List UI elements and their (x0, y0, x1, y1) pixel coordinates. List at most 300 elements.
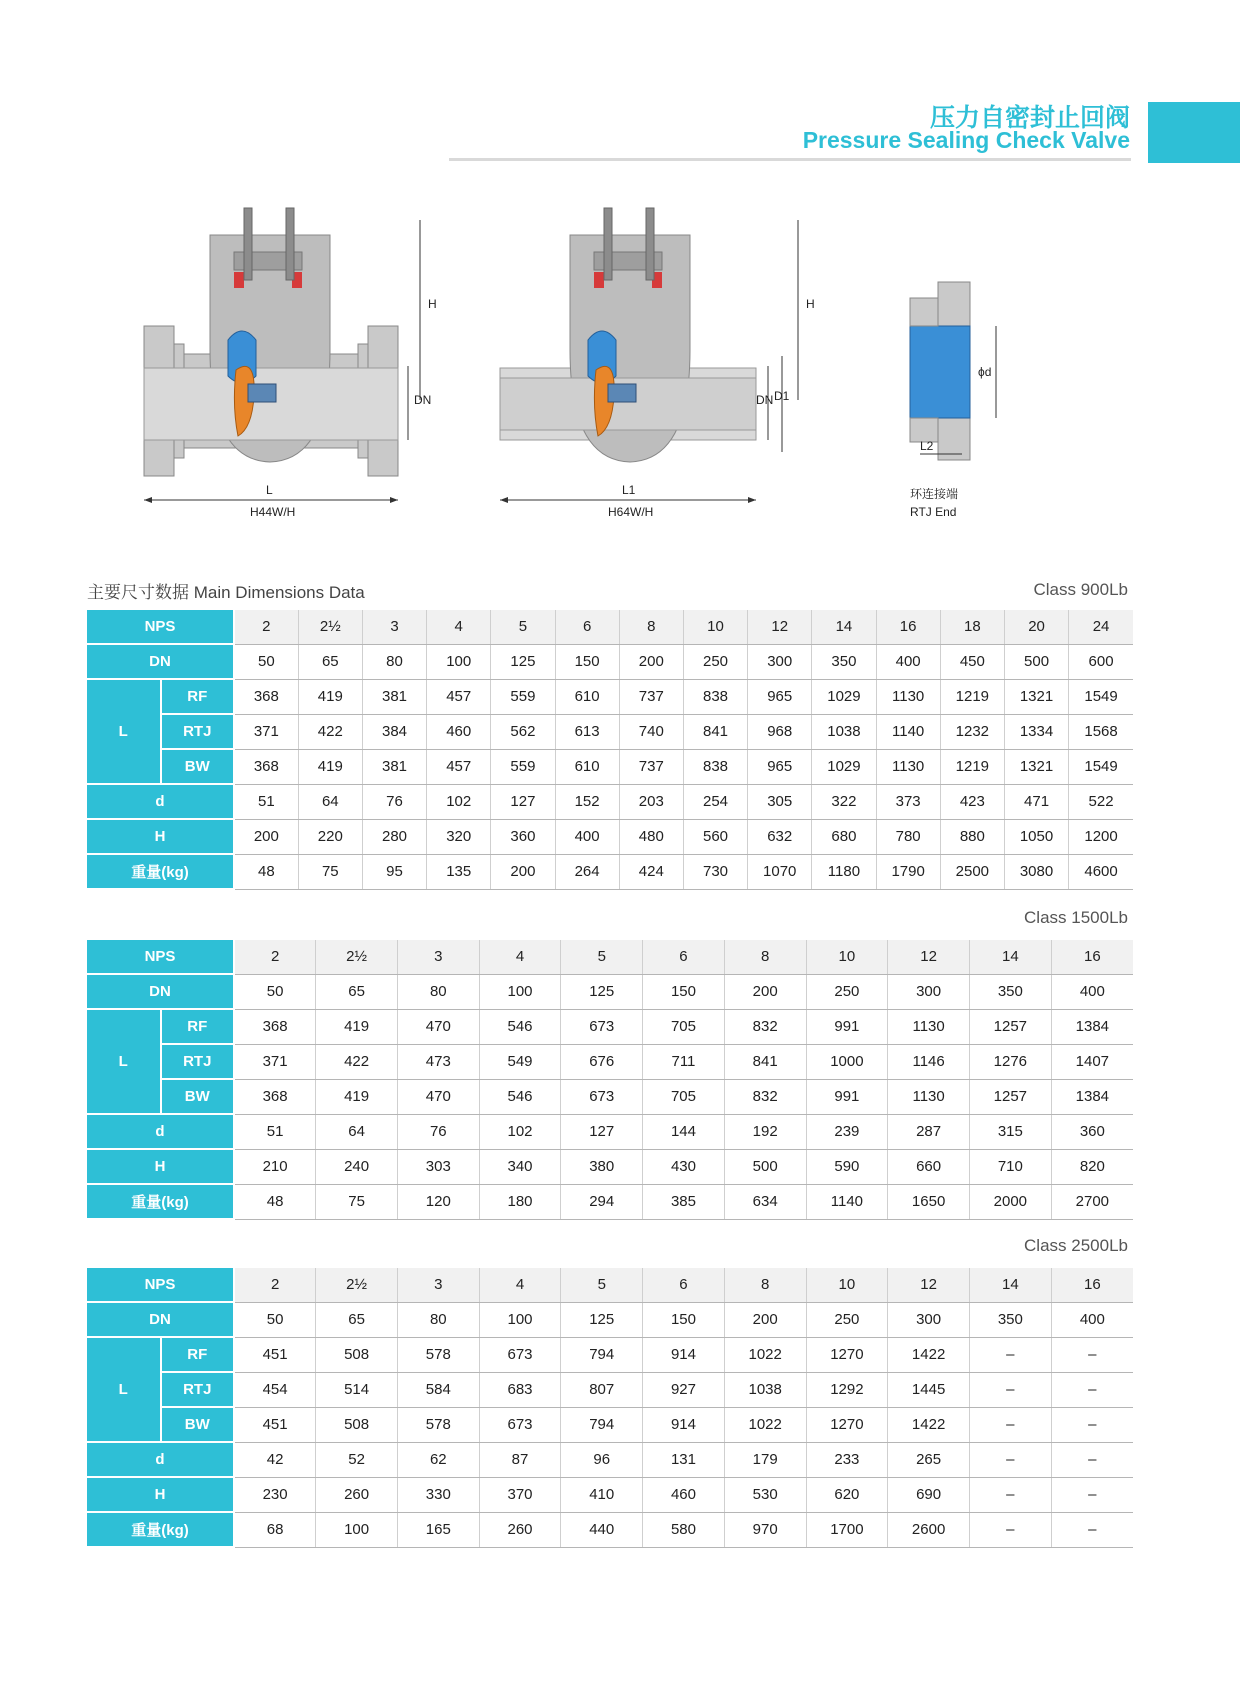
table-cell: 1130 (888, 1009, 970, 1044)
table-cell: 673 (561, 1079, 643, 1114)
table-cell: 51 (234, 1114, 316, 1149)
table-cell: 50 (234, 974, 316, 1009)
flanged-valve-drawing (144, 208, 437, 519)
table-cell: 1146 (888, 1044, 970, 1079)
table-cell: 350 (969, 974, 1051, 1009)
table-cell: 127 (491, 784, 555, 819)
table-cell: 340 (479, 1149, 561, 1184)
table-cell: 1219 (940, 679, 1004, 714)
table-cell: 1321 (1004, 749, 1068, 784)
table-cell: 125 (561, 974, 643, 1009)
table-cell: 102 (479, 1114, 561, 1149)
table-cell: 1022 (724, 1407, 806, 1442)
table-cell: 740 (619, 714, 683, 749)
dim-label-L2: L2 (920, 439, 934, 453)
table-cell: 330 (397, 1477, 479, 1512)
table-row-bw (87, 1407, 1133, 1442)
table-cell: 87 (479, 1442, 561, 1477)
table-cell: 102 (427, 784, 491, 819)
table-cell: 927 (643, 1372, 725, 1407)
table-cell: 120 (397, 1184, 479, 1219)
table-cell: 152 (555, 784, 619, 819)
table-row-rf (87, 1337, 1133, 1372)
row-header-rtj: RTJ (161, 1372, 235, 1407)
table-cell: 1422 (888, 1337, 970, 1372)
table-cell: 1549 (1069, 679, 1133, 714)
table-cell: 600 (1069, 644, 1133, 679)
table-cell: 380 (561, 1149, 643, 1184)
table-cell: 254 (683, 784, 747, 819)
table-cell: 1700 (806, 1512, 888, 1547)
table-cell: 48 (234, 1184, 316, 1219)
table-cell: 373 (876, 784, 940, 819)
table-cell: 423 (940, 784, 1004, 819)
table-cell: 454 (234, 1372, 316, 1407)
table-cell: 1292 (806, 1372, 888, 1407)
table-cell: 1257 (969, 1009, 1051, 1044)
table-cell: 384 (362, 714, 426, 749)
table-cell: 20 (1004, 610, 1068, 644)
row-header-rtj: RTJ (161, 1044, 235, 1079)
table-cell: 841 (724, 1044, 806, 1079)
table-cell: 165 (397, 1512, 479, 1547)
table-cell: 546 (479, 1009, 561, 1044)
table-cell: 422 (298, 714, 362, 749)
table-cell: 294 (561, 1184, 643, 1219)
table-cell: 1650 (888, 1184, 970, 1219)
table-cell: 131 (643, 1442, 725, 1477)
table-cell: 6 (643, 1268, 725, 1302)
table-cell: 350 (969, 1302, 1051, 1337)
table-cell: 841 (683, 714, 747, 749)
table-cell: 400 (555, 819, 619, 854)
table-cell: 559 (491, 679, 555, 714)
table-cell: 480 (619, 819, 683, 854)
table-cell: 76 (362, 784, 426, 819)
table-cell: 780 (876, 819, 940, 854)
table-cell: 1422 (888, 1407, 970, 1442)
table-cell: 48 (234, 854, 298, 889)
table-cell: 968 (748, 714, 812, 749)
model-label-h64: H64W/H (608, 505, 654, 519)
table-cell: 1549 (1069, 749, 1133, 784)
row-header-h: H (87, 819, 234, 854)
table-cell: 2 (234, 1268, 316, 1302)
table-cell: 51 (234, 784, 298, 819)
row-header-nps: NPS (87, 1268, 234, 1302)
table-cell: 410 (561, 1477, 643, 1512)
dim-label-DN2: DN (756, 393, 774, 407)
table-cell: 96 (561, 1442, 643, 1477)
table-cell: 832 (724, 1079, 806, 1114)
valve-drawings (130, 200, 1130, 550)
page-title-cn: 压力自密封止回阀 (929, 103, 1130, 132)
table-cell: 385 (643, 1184, 725, 1219)
table-cell: 914 (643, 1337, 725, 1372)
row-header-weight: 重量(kg) (87, 1512, 234, 1547)
table-cell: 880 (940, 819, 1004, 854)
table-cell: 680 (812, 819, 876, 854)
table-cell: 10 (683, 610, 747, 644)
table-cell: 368 (234, 1009, 316, 1044)
table-cell: 125 (491, 644, 555, 679)
table-row-dn (87, 974, 1133, 1009)
table-cell: 80 (397, 1302, 479, 1337)
table-row-nps (87, 1268, 1133, 1302)
table-cell: 381 (362, 749, 426, 784)
row-header-bw: BW (161, 749, 235, 784)
row-header-bw: BW (161, 1407, 235, 1442)
row-header-l: L (87, 1337, 161, 1442)
table-cell: 315 (969, 1114, 1051, 1149)
table-cell: 562 (491, 714, 555, 749)
table-row-rtj (87, 1044, 1133, 1079)
table-cell: – (1051, 1337, 1133, 1372)
table-cell: 300 (748, 644, 812, 679)
table-cell: 5 (561, 940, 643, 974)
row-header-dn: DN (87, 974, 234, 1009)
table-cell: 422 (316, 1044, 398, 1079)
table-cell: 820 (1051, 1149, 1133, 1184)
table-cell: 530 (724, 1477, 806, 1512)
table-cell: 371 (234, 714, 298, 749)
table-cell: 419 (298, 679, 362, 714)
row-header-dn: DN (87, 644, 234, 679)
table-cell: 794 (561, 1337, 643, 1372)
table-cell: 3 (362, 610, 426, 644)
table-cell: 1232 (940, 714, 1004, 749)
table-cell: 5 (491, 610, 555, 644)
table-cell: 265 (888, 1442, 970, 1477)
table-cell: 260 (316, 1477, 398, 1512)
table-cell: 68 (234, 1512, 316, 1547)
table-cell: 303 (397, 1149, 479, 1184)
table-cell: 584 (397, 1372, 479, 1407)
class-label-1500: Class 1500Lb (1024, 908, 1128, 927)
table-cell: 8 (724, 1268, 806, 1302)
table-cell: 3 (397, 940, 479, 974)
table-row-weight (87, 854, 1133, 889)
table-cell: 300 (888, 974, 970, 1009)
table-cell: 1276 (969, 1044, 1051, 1079)
table-cell: 450 (940, 644, 1004, 679)
table-cell: 127 (561, 1114, 643, 1149)
table-cell: 737 (619, 749, 683, 784)
row-header-rtj: RTJ (161, 714, 235, 749)
table-cell: 65 (316, 1302, 398, 1337)
table-cell: 16 (1051, 1268, 1133, 1302)
table-cell: 500 (724, 1149, 806, 1184)
table-row-d (87, 1442, 1133, 1477)
table-cell: 200 (491, 854, 555, 889)
table-row-dn (87, 1302, 1133, 1337)
table-cell: 3080 (1004, 854, 1068, 889)
table-cell: 16 (1051, 940, 1133, 974)
table-cell: 4 (427, 610, 491, 644)
table-cell: – (1051, 1372, 1133, 1407)
table-cell: 560 (683, 819, 747, 854)
table-cell: 250 (806, 974, 888, 1009)
table-cell: 192 (724, 1114, 806, 1149)
table-cell: 500 (1004, 644, 1068, 679)
row-header-weight: 重量(kg) (87, 854, 234, 889)
table-cell: 18 (940, 610, 1004, 644)
table-cell: 430 (643, 1149, 725, 1184)
table-cell: 65 (298, 644, 362, 679)
row-header-d: d (87, 1442, 234, 1477)
table-cell: 1038 (724, 1372, 806, 1407)
table-cell: 807 (561, 1372, 643, 1407)
table-cell: 100 (479, 1302, 561, 1337)
table-cell: 3 (397, 1268, 479, 1302)
table-cell: 1321 (1004, 679, 1068, 714)
table-cell: 180 (479, 1184, 561, 1219)
table-row-dn (87, 644, 1133, 679)
table-cell: 508 (316, 1407, 398, 1442)
rtj-label-cn: 环连接端 (910, 487, 959, 501)
table-cell: – (969, 1477, 1051, 1512)
table-cell: 400 (1051, 1302, 1133, 1337)
table-cell: 1070 (748, 854, 812, 889)
table-cell: 42 (234, 1442, 316, 1477)
table-cell: 371 (234, 1044, 316, 1079)
table-cell: 10 (806, 1268, 888, 1302)
table-cell: 419 (316, 1079, 398, 1114)
table-cell: 179 (724, 1442, 806, 1477)
table-cell: 2600 (888, 1512, 970, 1547)
table-cell: 1180 (812, 854, 876, 889)
table-cell: 2 (234, 940, 316, 974)
table-row-d (87, 784, 1133, 819)
table-cell: 200 (234, 819, 298, 854)
model-label-h44: H44W/H (250, 505, 296, 519)
table-cell: – (969, 1442, 1051, 1477)
table-cell: 233 (806, 1442, 888, 1477)
rtj-label-en: RTJ End (910, 505, 957, 519)
table-cell: 368 (234, 749, 298, 784)
table-cell: 578 (397, 1407, 479, 1442)
table-cell: 360 (491, 819, 555, 854)
table-cell: 4 (479, 940, 561, 974)
table-cell: 368 (234, 1079, 316, 1114)
table-cell: 1130 (888, 1079, 970, 1114)
row-header-nps: NPS (87, 610, 234, 644)
table-cell: 965 (748, 749, 812, 784)
dim-label-L1: L1 (622, 483, 636, 497)
table-cell: 200 (724, 974, 806, 1009)
table-cell: 470 (397, 1009, 479, 1044)
dimension-table-900 (87, 610, 1133, 890)
table-cell: – (969, 1337, 1051, 1372)
table-cell: 16 (876, 610, 940, 644)
table-cell: 80 (397, 974, 479, 1009)
table-cell: 610 (555, 749, 619, 784)
table-cell: 424 (619, 854, 683, 889)
table-cell: 522 (1069, 784, 1133, 819)
table-cell: 280 (362, 819, 426, 854)
table-cell: 5 (561, 1268, 643, 1302)
table-cell: 578 (397, 1337, 479, 1372)
table-cell: 264 (555, 854, 619, 889)
row-header-d: d (87, 1114, 234, 1149)
table-cell: 705 (643, 1079, 725, 1114)
table-cell: 710 (969, 1149, 1051, 1184)
table-cell: 14 (969, 1268, 1051, 1302)
table-cell: 75 (298, 854, 362, 889)
table-row-rtj (87, 714, 1133, 749)
table-cell: 240 (316, 1149, 398, 1184)
table-cell: 471 (1004, 784, 1068, 819)
table-cell: 1038 (812, 714, 876, 749)
rtj-end-drawing (910, 282, 996, 519)
table-cell: 220 (298, 819, 362, 854)
table-cell: 2½ (316, 940, 398, 974)
table-cell: 203 (619, 784, 683, 819)
table-cell: 673 (479, 1407, 561, 1442)
table-cell: 250 (806, 1302, 888, 1337)
table-cell: 8 (724, 940, 806, 974)
row-header-l: L (87, 679, 161, 784)
table-cell: 634 (724, 1184, 806, 1219)
table-cell: 676 (561, 1044, 643, 1079)
table-cell: – (1051, 1407, 1133, 1442)
table-cell: 1445 (888, 1372, 970, 1407)
table-cell: 350 (812, 644, 876, 679)
table-cell: 14 (812, 610, 876, 644)
table-cell: 991 (806, 1009, 888, 1044)
table-cell: 470 (397, 1079, 479, 1114)
table-cell: 14 (969, 940, 1051, 974)
page-title-en: Pressure Sealing Check Valve (802, 127, 1130, 153)
table-cell: 1130 (876, 679, 940, 714)
table-row-bw (87, 749, 1133, 784)
row-header-nps: NPS (87, 940, 234, 974)
dim-label-DN: DN (414, 393, 432, 407)
table-cell: 76 (397, 1114, 479, 1149)
table-row-h (87, 819, 1133, 854)
table-cell: 75 (316, 1184, 398, 1219)
table-cell: 368 (234, 679, 298, 714)
table-cell: 8 (619, 610, 683, 644)
table-cell: – (969, 1407, 1051, 1442)
table-cell: 673 (479, 1337, 561, 1372)
table-cell: 210 (234, 1149, 316, 1184)
table-row-h (87, 1477, 1133, 1512)
table-cell: 150 (555, 644, 619, 679)
table-cell: 200 (619, 644, 683, 679)
table-cell: 250 (683, 644, 747, 679)
table-cell: 305 (748, 784, 812, 819)
table-cell: 62 (397, 1442, 479, 1477)
table-cell: 1140 (806, 1184, 888, 1219)
table-cell: 100 (479, 974, 561, 1009)
table-cell: – (969, 1372, 1051, 1407)
table-cell: 400 (876, 644, 940, 679)
row-header-d: d (87, 784, 234, 819)
table-cell: 6 (555, 610, 619, 644)
table-cell: 683 (479, 1372, 561, 1407)
table-cell: – (1051, 1512, 1133, 1547)
table-cell: 2 (234, 610, 298, 644)
table-row-rf (87, 1009, 1133, 1044)
table-cell: 1407 (1051, 1044, 1133, 1079)
table-cell: 12 (888, 940, 970, 974)
table-cell: 400 (1051, 974, 1133, 1009)
table-cell: 1334 (1004, 714, 1068, 749)
table-cell: 711 (643, 1044, 725, 1079)
table-cell: – (969, 1512, 1051, 1547)
row-header-l: L (87, 1009, 161, 1114)
table-cell: 610 (555, 679, 619, 714)
table-row-weight (87, 1512, 1133, 1547)
table-cell: 52 (316, 1442, 398, 1477)
row-header-h: H (87, 1477, 234, 1512)
table-cell: 144 (643, 1114, 725, 1149)
row-header-rf: RF (161, 1337, 235, 1372)
row-header-dn: DN (87, 1302, 234, 1337)
class-label-2500: Class 2500Lb (1024, 1236, 1128, 1255)
table-cell: 150 (643, 1302, 725, 1337)
table-cell: 838 (683, 679, 747, 714)
table-cell: 451 (234, 1407, 316, 1442)
table-cell: 100 (316, 1512, 398, 1547)
table-cell: 838 (683, 749, 747, 784)
table-cell: 514 (316, 1372, 398, 1407)
dimension-table-2500 (87, 1268, 1133, 1548)
table-cell: – (1051, 1442, 1133, 1477)
table-cell: 559 (491, 749, 555, 784)
header-accent-tab (1148, 102, 1240, 163)
class-label-900: Class 900Lb (1033, 580, 1128, 599)
table-cell: 457 (427, 679, 491, 714)
dimension-table-1500 (87, 940, 1133, 1220)
table-cell: 4600 (1069, 854, 1133, 889)
table-cell: 832 (724, 1009, 806, 1044)
table-row-bw (87, 1079, 1133, 1114)
table-cell: – (1051, 1477, 1133, 1512)
table-cell: 546 (479, 1079, 561, 1114)
table-cell: 65 (316, 974, 398, 1009)
table-cell: 457 (427, 749, 491, 784)
table-cell: 370 (479, 1477, 561, 1512)
table-cell: 4 (479, 1268, 561, 1302)
table-cell: 2000 (969, 1184, 1051, 1219)
table-cell: 1200 (1069, 819, 1133, 854)
table-row-h (87, 1149, 1133, 1184)
table-cell: 965 (748, 679, 812, 714)
weld-end-valve-drawing (500, 208, 815, 519)
table-cell: 419 (298, 749, 362, 784)
table-cell: 460 (643, 1477, 725, 1512)
table-cell: 690 (888, 1477, 970, 1512)
table-cell: 1219 (940, 749, 1004, 784)
dim-label-H2: H (806, 297, 815, 311)
section-title: 主要尺寸数据 Main Dimensions Data (87, 583, 365, 602)
table-cell: 239 (806, 1114, 888, 1149)
table-cell: 1029 (812, 679, 876, 714)
table-cell: 1790 (876, 854, 940, 889)
table-cell: 632 (748, 819, 812, 854)
table-cell: 794 (561, 1407, 643, 1442)
table-cell: 200 (724, 1302, 806, 1337)
table-row-d (87, 1114, 1133, 1149)
table-cell: 1022 (724, 1337, 806, 1372)
table-cell: 50 (234, 1302, 316, 1337)
row-header-weight: 重量(kg) (87, 1184, 234, 1219)
table-cell: 1384 (1051, 1079, 1133, 1114)
table-cell: 1029 (812, 749, 876, 784)
table-cell: 80 (362, 644, 426, 679)
